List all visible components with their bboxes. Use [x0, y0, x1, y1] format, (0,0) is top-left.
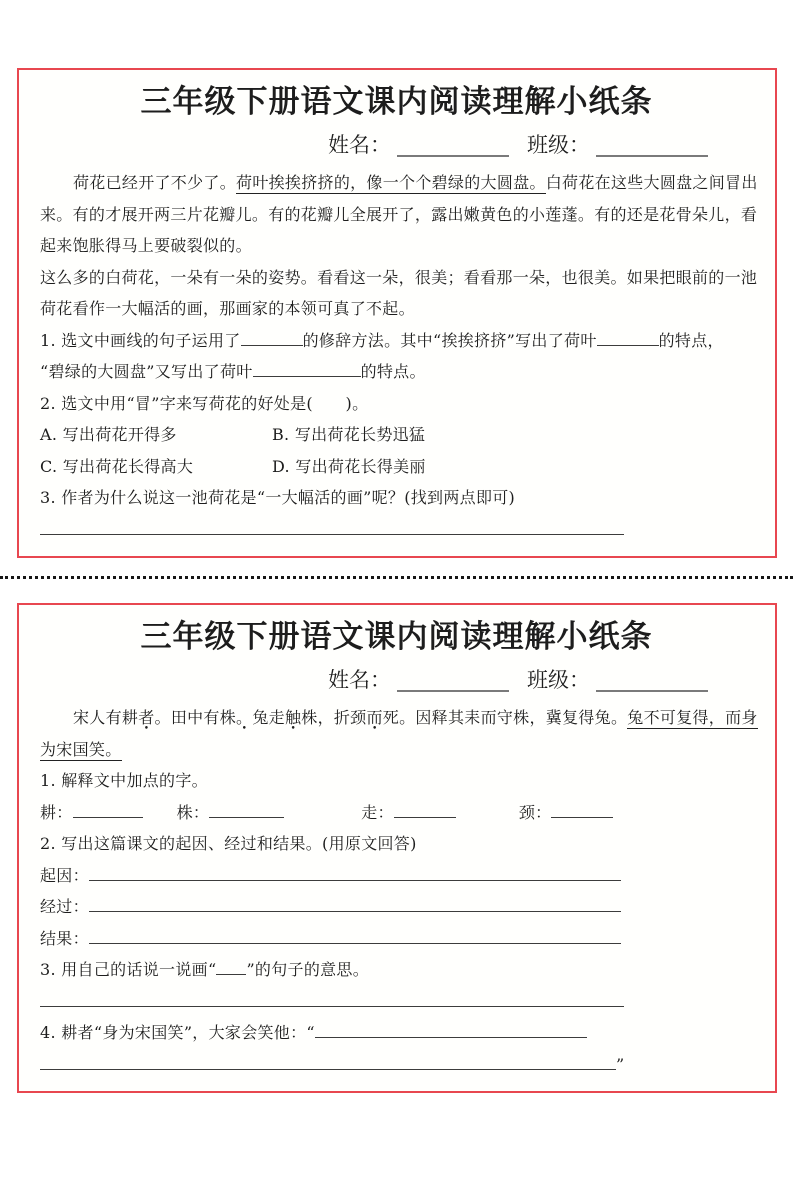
name-label: 姓名： — [328, 668, 391, 692]
slip-title: 三年级下册语文课内阅读理解小纸条 — [140, 619, 653, 655]
worksheet-line — [40, 954, 753, 986]
name-class-row — [40, 124, 753, 160]
worksheet-line — [40, 702, 758, 734]
text-run: 2. 选文中用“冒”字来写荷花的好处是( )。 — [40, 393, 369, 413]
answer-blank — [394, 802, 456, 817]
worksheet-line — [40, 230, 753, 262]
emphasis-dot-char: 耕 — [121, 708, 139, 727]
worksheet-line — [40, 482, 753, 514]
answer-blank — [209, 802, 284, 817]
worksheet-line — [40, 199, 758, 231]
slip-title: 三年级下册语文课内阅读理解小纸条 — [140, 84, 653, 120]
worksheet-line — [40, 451, 753, 483]
answer-blank — [40, 519, 624, 534]
answer-blank — [89, 928, 621, 943]
text-run: D. 写出荷花长得美丽 — [272, 456, 426, 476]
text-run: 起因： — [40, 865, 89, 885]
answer-blank — [73, 802, 143, 817]
text-run: 耕： — [40, 802, 73, 822]
worksheet-line — [40, 356, 753, 388]
answer-blank — [551, 802, 613, 817]
text-run: 荷花看作一大幅活的画，那画家的本领可真了不起。 — [40, 299, 415, 318]
worksheet-body — [40, 167, 758, 545]
answer-blank — [241, 330, 303, 345]
text-run: 颈： — [518, 802, 552, 822]
text-run: 1. 选文中画线的句子运用了 — [40, 330, 241, 350]
text-run: 荷花已经开了不少了。 — [73, 173, 237, 192]
text-run: 。兔 — [236, 708, 269, 727]
worksheet-line — [40, 891, 753, 923]
text-run: 4. 耕者“身为宋国笑”，大家会笑他：“ — [40, 1023, 315, 1042]
worksheet-line — [40, 1017, 753, 1049]
worksheet-line — [40, 734, 753, 766]
worksheet-line — [40, 797, 753, 829]
class-label: 班级： — [527, 133, 590, 157]
text-run: 3. 作者为什么说这一池荷花是“一大幅活的画”呢？(找到两点即可) — [40, 488, 516, 507]
worksheet-line — [40, 388, 753, 420]
text-run: 株： — [176, 802, 210, 822]
worksheet-line — [40, 860, 753, 892]
answer-blank — [315, 1023, 587, 1038]
text-run: 的特点， — [658, 330, 724, 350]
name-class-row — [40, 659, 753, 695]
emphasis-dot-char: 株 — [219, 708, 237, 727]
text-run: 这么多的白荷花，一朵有一朵的姿势。看看这一朵，很美；看看那一朵，也很美。如果把眼前的一池 — [40, 267, 758, 287]
answer-blank — [40, 1054, 616, 1069]
underlined-text: 荷叶挨挨挤挤的，像一个个碧绿的大圆盘。 — [236, 173, 546, 192]
worksheet-slip-2 — [17, 603, 777, 1093]
underlined-text: 为宋国笑。 — [40, 739, 122, 759]
class-label: 班级： — [527, 668, 590, 692]
answer-blank — [253, 362, 361, 377]
text-run: B. 写出荷花长势迅猛 — [272, 425, 426, 444]
text-run: ”的句子的意思。 — [246, 960, 370, 979]
text-run: ” — [616, 1054, 625, 1074]
name-label: 姓名： — [328, 133, 391, 157]
name-blank-field — [397, 666, 509, 692]
worksheet-body — [40, 702, 758, 1080]
worksheet-line — [40, 419, 753, 451]
answer-blank — [597, 330, 659, 345]
text-run: 而死。因释其耒而守株，冀复得兔。 — [366, 708, 628, 727]
worksheet-line — [40, 1049, 753, 1081]
text-run: 的修辞方法。其中“挨挨挤挤”写出了荷叶 — [302, 330, 597, 350]
worksheet-line — [40, 262, 758, 294]
text-run: 结果： — [40, 928, 89, 948]
worksheet-line — [40, 167, 758, 199]
answer-blank — [40, 991, 624, 1006]
class-blank-field — [596, 666, 708, 692]
text-run: 白荷花在这些大圆盘之间冒出 — [545, 173, 758, 192]
text-run: 宋人有 — [73, 708, 122, 727]
emphasis-dot-char: 颈 — [350, 708, 367, 727]
emphasis-dot-char: 走 — [268, 708, 285, 727]
text-run: 2. 写出这篇课文的起因、经过和结果。(用原文回答) — [40, 834, 417, 853]
answer-blank — [89, 897, 621, 912]
text-run: 来。有的才展开两三片花瓣儿。有的花瓣儿全展开了，露出嫩黄色的小莲蓬。有的还是花骨朵儿，看 — [40, 204, 758, 224]
worksheet-line — [40, 514, 753, 546]
text-run: 的特点。 — [360, 362, 426, 381]
text-run: A. 写出荷花开得多 — [40, 425, 177, 444]
underlined-text: 兔不可复得，而身 — [627, 708, 758, 727]
worksheet-line — [40, 293, 753, 325]
class-blank-field — [596, 131, 708, 157]
text-run: 起来饱胀得马上要破裂似的。 — [40, 236, 252, 255]
worksheet-line — [40, 986, 753, 1018]
text-run: 1. 解释文中加点的字。 — [40, 771, 208, 790]
dotted-cut-separator — [0, 576, 793, 579]
text-run: “碧绿的大圆盘”又写出了荷叶 — [40, 362, 253, 381]
text-run: 触株，折 — [284, 708, 351, 727]
text-run: C. 写出荷花长得高大 — [40, 456, 194, 476]
text-run: 经过： — [40, 897, 89, 916]
text-run: 走： — [361, 802, 394, 822]
worksheet-line — [40, 923, 753, 955]
text-run: 3. 用自己的话说一说画“ — [40, 960, 217, 979]
worksheet-line — [40, 828, 753, 860]
worksheet-line — [40, 325, 753, 357]
answer-blank — [89, 865, 621, 880]
text-run: 者。田中有 — [138, 708, 220, 727]
answer-blank — [216, 960, 246, 975]
name-blank-field — [397, 131, 509, 157]
worksheet-slip-1 — [17, 68, 777, 558]
worksheet-line — [40, 765, 753, 797]
